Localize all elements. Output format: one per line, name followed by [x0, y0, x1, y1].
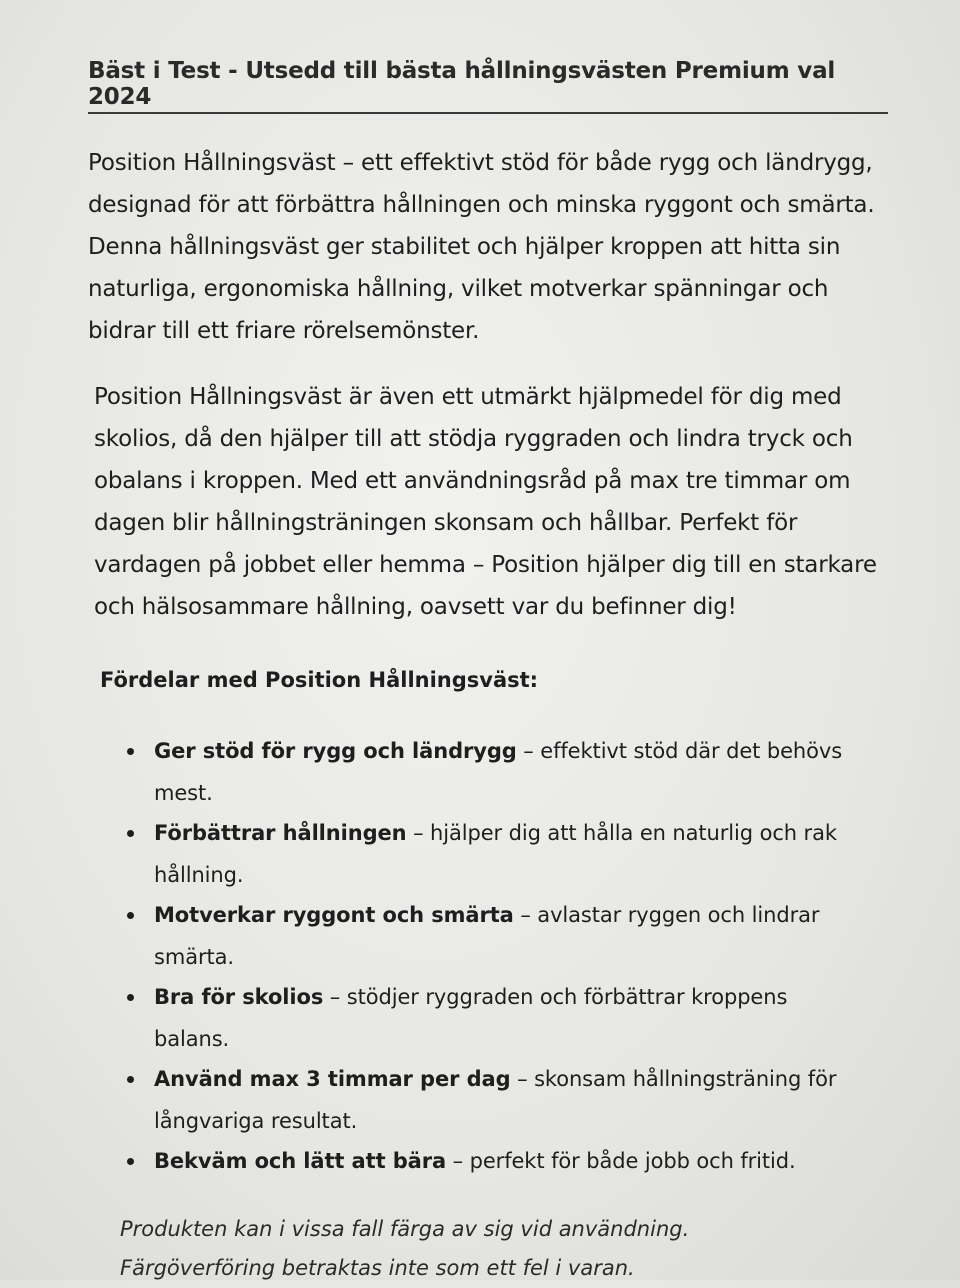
intro-paragraph-2: Position Hållningsväst är även ett utmärkt hjälpmedel för dig med skolios, då den hjälper till att stödja ryggraden och lindra tryck och obalans i kroppen. Med ett användningsråd på max tre timmar om dagen blir hållningsträningen skonsam och hållbar. Perfekt för vardagen på jobbet eller hemma – Position hjälper dig till en starkare och hälsosammare hållning, oavsett var du befinner dig! [94, 384, 877, 620]
benefit-text: – stödjer ryggraden och förbättrar kroppens balans. [154, 985, 788, 1051]
list-item [124, 1058, 854, 1142]
bullet-icon [127, 994, 134, 1001]
benefit-title: Ger stöd för rygg och ländrygg [154, 739, 517, 763]
benefit-title: Förbättrar hållningen [154, 821, 407, 845]
benefit-text: – effektivt stöd där det behövs mest. [154, 739, 843, 805]
list-item [124, 894, 854, 978]
list-item [124, 976, 854, 1060]
benefit-title: Motverkar ryggont och smärta [154, 903, 514, 927]
benefits-list [88, 730, 888, 1182]
list-item [124, 1140, 854, 1182]
intro-paragraph-1: Position Hållningsväst – ett effektivt stöd för både rygg och ländrygg, designad för att förbättra hållningen och minska ryggont och smärta. Denna hållningsväst ger stabilitet och hjälper kroppen att hitta sin naturliga, ergonomiska hållning, vilket motverkar spänningar och bidrar till ett friare rörelsemönster. [88, 150, 875, 344]
benefit-text: – hjälper dig att hålla en naturlig och rak hållning. [154, 821, 837, 887]
benefit-title: Använd max 3 timmar per dag [154, 1067, 511, 1091]
bullet-icon [127, 748, 134, 755]
benefit-title: Bra för skolios [154, 985, 324, 1009]
bullet-icon [127, 912, 134, 919]
benefits-heading: Fördelar med Position Hållningsväst: [100, 668, 539, 692]
benefit-text: – perfekt för både jobb och fritid. [446, 1149, 796, 1173]
benefit-title: Bekväm och lätt att bära [154, 1149, 447, 1173]
product-description [88, 58, 888, 1288]
list-item [124, 730, 854, 814]
bullet-icon [127, 830, 134, 837]
bullet-icon [127, 1076, 134, 1083]
note-line-2: Färgöverföring betraktas inte som ett fel i varan. [120, 1256, 635, 1280]
color-transfer-note [120, 1210, 888, 1288]
list-item [124, 812, 854, 896]
bullet-icon [127, 1158, 134, 1165]
benefit-text: – avlastar ryggen och lindrar smärta. [154, 903, 820, 969]
note-line-1: Produkten kan i vissa fall färga av sig vid användning. [120, 1217, 690, 1241]
page-title: Bäst i Test - Utsedd till bästa hållningsvästen Premium val 2024 [88, 58, 888, 114]
benefit-text: – skonsam hållningsträning för långvariga resultat. [154, 1067, 837, 1133]
